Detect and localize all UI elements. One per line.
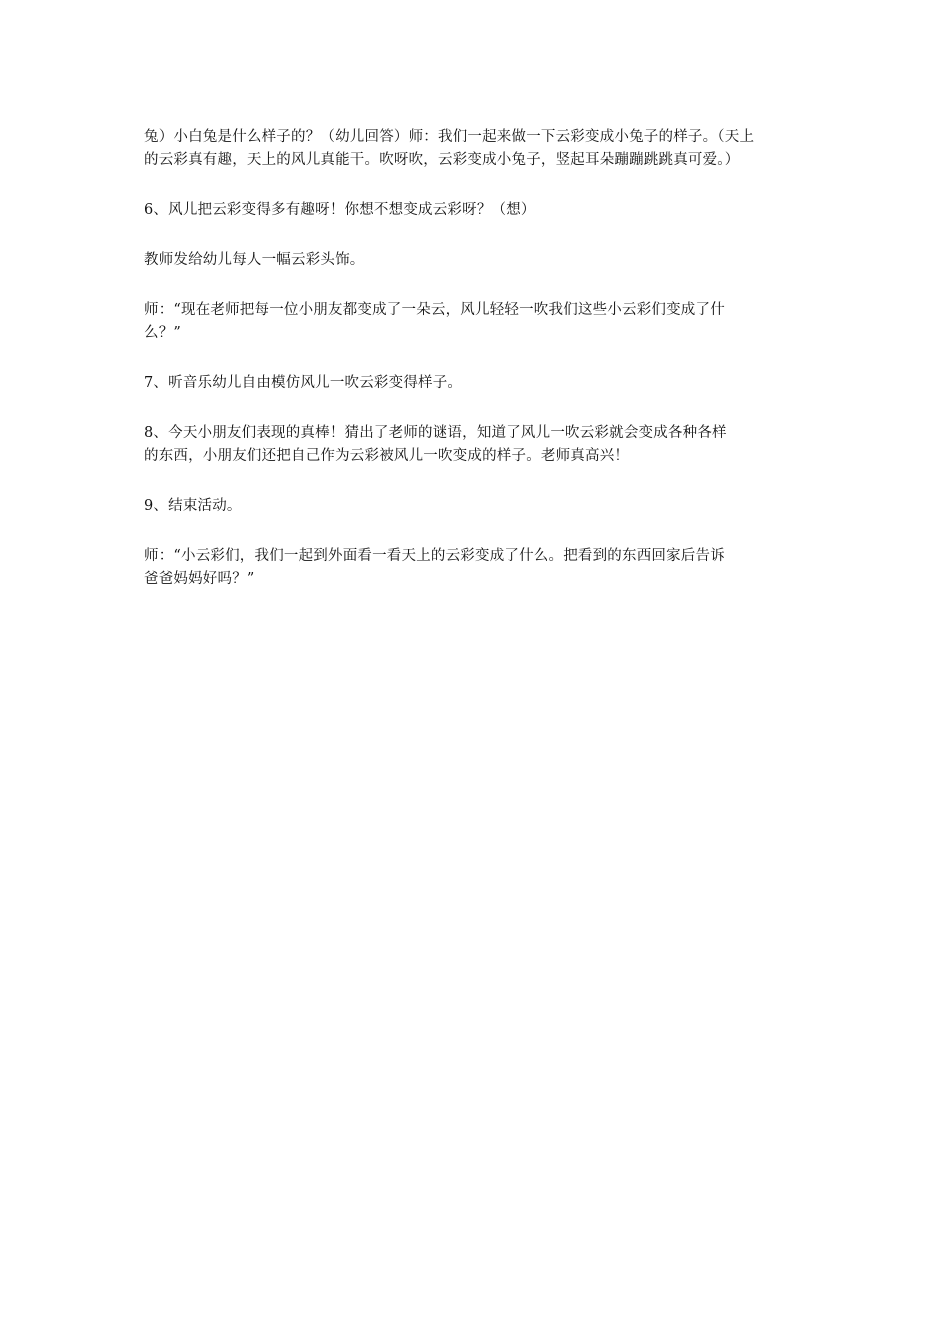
paragraph-line: 师：“小云彩们，我们一起到外面看一看天上的云彩变成了什么。把看到的东西回家后告诉: [144, 548, 725, 564]
paragraph-step-7: [144, 372, 808, 395]
paragraph-teacher-question: [144, 299, 808, 345]
paragraph-step-6: [144, 199, 808, 222]
paragraph-step-8: [144, 422, 808, 468]
paragraph-line: 的东西，小朋友们还把自己作为云彩被风儿一吹变成的样子。老师真高兴！: [144, 448, 630, 464]
paragraph-step-9: [144, 495, 808, 518]
paragraph-line: 6、风儿把云彩变得多有趣呀！你想不想变成云彩呀？（想）: [144, 202, 536, 218]
paragraph-line: 么？”: [144, 325, 182, 341]
paragraph-line: 爸爸妈妈好吗？”: [144, 571, 255, 587]
paragraph-rabbit-activity: [144, 126, 808, 172]
paragraph-line: 9、结束活动。: [144, 498, 242, 514]
paragraph-line: 8、今天小朋友们表现的真棒！猜出了老师的谜语，知道了风儿一吹云彩就会变成各种各样: [144, 425, 727, 441]
document-body: [144, 126, 808, 618]
paragraph-line: 教师发给幼儿每人一幅云彩头饰。: [144, 252, 365, 268]
paragraph-line: 兔）小白兔是什么样子的？（幼儿回答）师：我们一起来做一下云彩变成小兔子的样子。（天上: [144, 129, 755, 145]
paragraph-line: 的云彩真有趣，天上的风儿真能干。吹呀吹，云彩变成小兔子，竖起耳朵蹦蹦跳跳真可爱。）: [144, 152, 740, 168]
paragraph-headwear: [144, 249, 808, 272]
paragraph-line: 7、听音乐幼儿自由模仿风儿一吹云彩变得样子。: [144, 375, 463, 391]
paragraph-closing-remark: [144, 545, 808, 591]
paragraph-line: 师：“现在老师把每一位小朋友都变成了一朵云，风儿轻轻一吹我们这些小云彩们变成了什: [144, 302, 725, 318]
